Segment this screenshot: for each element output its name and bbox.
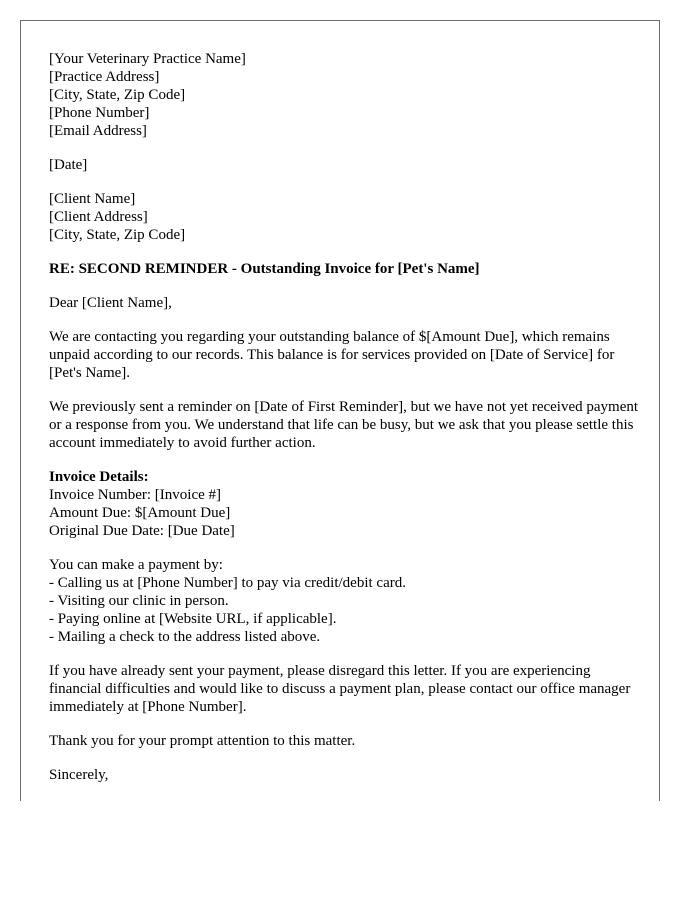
paragraph-outstanding-balance: We are contacting you regarding your outstanding balance of $[Amount Due], which remains unpaid according to our records. This balance is for services provided on [Date of Service] for [Pet's Name]. [49,329,615,381]
letter-date: [Date] [49,157,88,173]
letter-content [49,50,639,800]
sender-practice-name: [Your Veterinary Practice Name] [49,51,246,67]
sender-email: [Email Address] [49,123,147,139]
recipient-city-state-zip: [City, State, Zip Code] [49,227,186,243]
salutation: Dear [Client Name], [49,295,172,311]
payment-option-clinic: - Visiting our clinic in person. [49,593,229,609]
payment-option-mail: - Mailing a check to the address listed above. [49,629,321,645]
thanks-block [49,732,639,750]
invoice-heading: Invoice Details: [49,469,149,485]
paragraph-previous-reminder: We previously sent a reminder on [Date of First Reminder], but we have not yet received payment or a response from you. We understand that life can be busy, but we ask that you please settle this account immediately to avoid further action. [49,399,639,451]
subject-block [49,260,639,278]
thanks-line: Thank you for your prompt attention to this matter. [49,733,356,749]
salutation-block [49,294,639,312]
invoice-due-date: Original Due Date: [Due Date] [49,523,235,539]
invoice-number: Invoice Number: [Invoice #] [49,487,222,503]
closing-block [49,766,639,784]
paragraph-disregard: If you have already sent your payment, please disregard this letter. If you are experiencing financial difficulties and would like to discuss a payment plan, please contact our office manager immediately at [Phone Number]. [49,663,631,715]
invoice-amount: Amount Due: $[Amount Due] [49,505,231,521]
payment-option-phone: - Calling us at [Phone Number] to pay via credit/debit card. [49,575,406,591]
sender-address: [Practice Address] [49,69,160,85]
payment-intro: You can make a payment by: [49,557,223,573]
recipient-name: [Client Name] [49,191,136,207]
invoice-details [49,468,639,540]
date-block [49,156,639,174]
letter-page [20,20,660,801]
payment-option-online: - Paying online at [Website URL, if applicable]. [49,611,337,627]
recipient-block [49,190,639,244]
recipient-address: [Client Address] [49,209,148,225]
sender-phone: [Phone Number] [49,105,150,121]
closing-line: Sincerely, [49,767,109,783]
sender-block [49,50,639,140]
sender-city-state-zip: [City, State, Zip Code] [49,87,186,103]
subject-line: RE: SECOND REMINDER - Outstanding Invoice for [Pet's Name] [49,261,480,277]
payment-options [49,556,639,646]
